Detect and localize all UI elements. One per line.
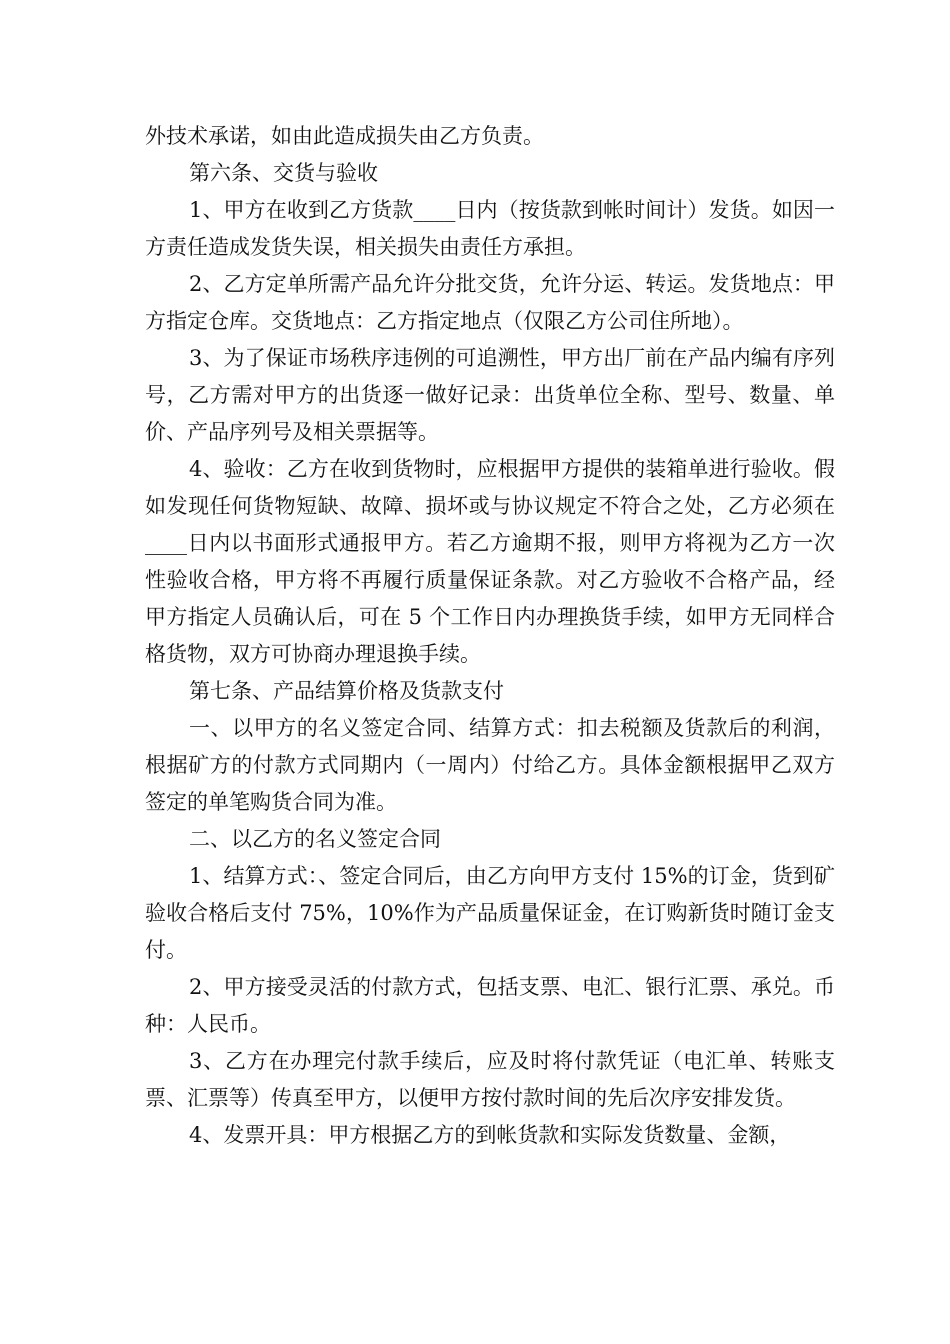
paragraph: 4、发票开具：甲方根据乙方的到帐货款和实际发货数量、金额， bbox=[189, 1123, 791, 1147]
paragraph: 一、以甲方的名义签定合同、结算方式：扣去税额及货款后的利润，根据矿方的付款方式同期内（一周内）付给乙方。具体金额根据甲乙双方签定的单笔购货合同为准。 bbox=[145, 716, 835, 814]
paragraph: 1、甲方在收到乙方货款____日内（按货款到帐时间计）发货。如因一方责任造成发货失误，相关损失由责任方承担。 bbox=[145, 198, 835, 259]
paragraph: 1、结算方式：、签定合同后，由乙方向甲方支付 15%的订金，货到矿验收合格后支付 75%，10%作为产品质量保证金，在订购新货时随订金支付。 bbox=[145, 864, 835, 962]
document-body bbox=[145, 118, 835, 1154]
subsection-heading: 二、以乙方的名义签定合同 bbox=[189, 827, 441, 851]
section-heading: 第七条、产品结算价格及货款支付 bbox=[189, 679, 504, 703]
paragraph: 2、甲方接受灵活的付款方式，包括支票、电汇、银行汇票、承兑。币种：人民币。 bbox=[145, 975, 835, 1036]
paragraph: 3、乙方在办理完付款手续后，应及时将付款凭证（电汇单、转账支票、汇票等）传真至甲方，以便甲方按付款时间的先后次序安排发货。 bbox=[145, 1049, 835, 1110]
paragraph: 外技术承诺，如由此造成损失由乙方负责。 bbox=[145, 124, 544, 148]
paragraph: 2、乙方定单所需产品允许分批交货，允许分运、转运。发货地点：甲方指定仓库。交货地点：乙方指定地点（仅限乙方公司住所地）。 bbox=[145, 272, 835, 333]
paragraph: 3、为了保证市场秩序违例的可追溯性，甲方出厂前在产品内编有序列号，乙方需对甲方的出货逐一做好记录：出货单位全称、型号、数量、单价、产品序列号及相关票据等。 bbox=[145, 346, 835, 444]
section-heading: 第六条、交货与验收 bbox=[189, 161, 378, 185]
paragraph: 4、验收：乙方在收到货物时，应根据甲方提供的装箱单进行验收。假如发现任何货物短缺、故障、损坏或与协议规定不符合之处，乙方必须在____日内以书面形式通报甲方。若乙方逾期不报，则甲方将视为乙方一次性验收合格，甲方将不再履行质量保证条款。对乙方验收不合格产品，经甲方指定人员确认后，可在 5 个工作日内办理换货手续，如甲方无同样合格货物，双方可协商办理退换手续。 bbox=[145, 457, 835, 666]
